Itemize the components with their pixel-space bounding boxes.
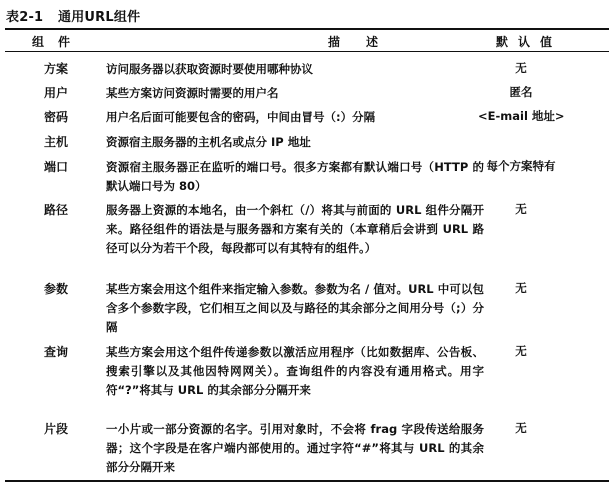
row-description: 一小片或一部分资源的名字。引用对象时，不会将 frag 字段传送给服务器；这个字段是在客户端内部使用的。通过字符“#”将其与 URL 的其余部分分隔开来	[106, 422, 484, 474]
row-default: <E-mail 地址>	[478, 109, 565, 123]
header-default: 默认值	[496, 35, 563, 49]
row-component: 密码	[44, 110, 69, 124]
row-component: 用户	[44, 86, 69, 100]
row-component: 路径	[44, 203, 69, 217]
row-default: 无	[515, 202, 527, 216]
header-component: 组件	[32, 35, 85, 49]
row-component: 查询	[44, 345, 69, 359]
row-description: 某些方案会用这个组件传递参数以激活应用程序（比如数据库、公告板、搜索引擎以及其他因特网网关）。查询组件的内容没有通用格式。用字符“?”将其与 URL 的其余部分分隔开来	[106, 345, 484, 397]
row-description: 服务器上资源的本地名，由一个斜杠（/）将其与前面的 URL 组件分隔开来。路径组件的语法是与服务器和方案有关的（本章稍后会讲到 URL 路径可以分为若干个段，每段都可以有其特有的组件。）	[106, 203, 484, 255]
bottom-rule	[5, 480, 609, 482]
row-description: 某些方案访问资源时需要的用户名	[106, 86, 279, 100]
table-number: 表2-1	[6, 10, 44, 25]
table-title: 通用URL组件	[58, 10, 141, 25]
top-rule	[5, 28, 609, 30]
row-component: 端口	[44, 160, 69, 174]
row-description: 某些方案会用这个组件来指定输入参数。参数为名 / 值对。URL 中可以包含多个参数字段，它们相互之间以及与路径的其余部分之间用分号（;）分隔	[106, 282, 484, 334]
row-default: 每个方案特有	[486, 159, 556, 173]
row-component: 片段	[44, 422, 69, 436]
row-component: 参数	[44, 282, 69, 296]
header-description: 描述	[328, 35, 405, 49]
row-default: 无	[515, 344, 527, 358]
row-description: 资源宿主服务器的主机名或点分 IP 地址	[106, 135, 311, 149]
row-description: 资源宿主服务器正在监听的端口号。很多方案都有默认端口号（HTTP 的默认端口号为 80）	[106, 160, 484, 193]
row-description: 访问服务器以获取资源时要使用哪种协议	[106, 62, 313, 76]
row-component: 方案	[44, 62, 69, 76]
row-default: 匿名	[509, 85, 533, 99]
table-caption	[6, 6, 140, 25]
header-rule	[5, 51, 609, 52]
row-component: 主机	[44, 135, 69, 149]
row-default: 无	[515, 61, 527, 75]
row-description: 用户名后面可能要包含的密码，中间由冒号（:）分隔	[106, 110, 376, 124]
row-default: 无	[515, 281, 527, 295]
row-default: 无	[515, 421, 527, 435]
